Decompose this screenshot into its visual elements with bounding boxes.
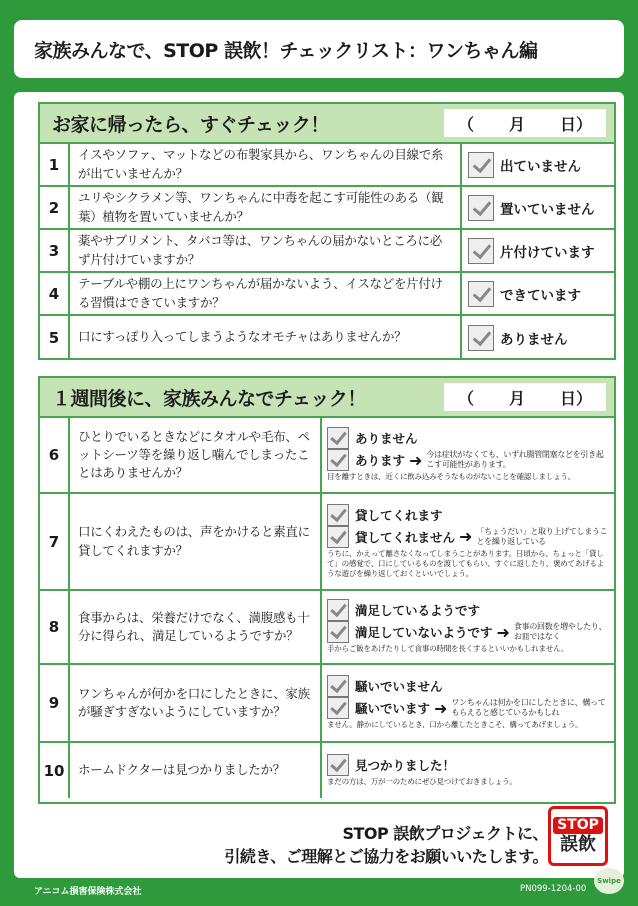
date-month: 月: [508, 388, 525, 408]
date-day: 日）: [559, 388, 592, 408]
answer-option[interactable]: [462, 187, 614, 228]
arrow-right-icon: ➜: [496, 622, 510, 642]
answer-label: 騒いでいません: [355, 679, 443, 695]
answer-label: ありません: [500, 331, 568, 348]
answer-label: ありません: [355, 431, 418, 447]
answer-option[interactable]: [462, 316, 614, 359]
checkbox-icon[interactable]: [327, 427, 349, 449]
row-number: 9: [40, 665, 70, 741]
row-number: 1: [40, 144, 70, 185]
side-note: ワンちゃんは何かを口にしたときに、構ってもらえると感じているかもしれ: [451, 698, 606, 718]
row-number: 2: [40, 187, 70, 228]
row-question: 口にすっぽり入ってしまうようなオモチャはありませんか？: [70, 316, 462, 359]
answer-group: [322, 418, 614, 492]
side-note: 「ちょうだい」と取り上げてしまうことを繰り返している: [476, 526, 608, 546]
answer-label: 貸してくれません: [355, 529, 456, 545]
check-row-4: [40, 273, 614, 316]
checkbox-icon[interactable]: [468, 281, 494, 307]
checkbox-icon[interactable]: [327, 754, 349, 776]
answer-label: 貸してくれます: [355, 507, 443, 523]
logo-main-text: 誤飲: [560, 833, 596, 855]
section-week-check: [38, 376, 616, 804]
row-question: 食事からは、栄養だけでなく、満腹感も十分に得られ、満足しているようですか？: [70, 591, 322, 663]
arrow-right-icon: ➜: [459, 527, 473, 547]
mascot-label: Swipe: [597, 877, 621, 885]
checkbox-icon[interactable]: [327, 599, 349, 621]
answer-option-no[interactable]: [327, 449, 609, 471]
company-name: アニコム損害保険株式会社: [34, 887, 142, 897]
mascot-icon: [594, 868, 624, 894]
answer-group: [322, 743, 614, 798]
arrow-right-icon: ➜: [409, 450, 423, 470]
checkbox-icon[interactable]: [327, 621, 349, 643]
answer-option-no[interactable]: [327, 697, 609, 719]
checkbox-icon[interactable]: [327, 526, 349, 548]
row-question: テーブルや棚の上にワンちゃんが届かないよう、イスなどを片付ける習慣はできていますか？: [70, 273, 462, 314]
row-question: 薬やサプリメント、タバコ等は、ワンちゃんの届かないところに必ず片付けていますか？: [70, 230, 462, 271]
section-home-check: [38, 102, 616, 360]
side-note: 食事の回数を増やしたり、お皿ではなく: [513, 622, 607, 642]
date-open: （: [458, 388, 475, 408]
answer-label: できています: [500, 287, 581, 304]
row-question: イスやソファ、マットなどの布製家具から、ワンちゃんの目線で糸が出ていませんか？: [70, 144, 462, 185]
row-number: 10: [40, 743, 70, 798]
advice-note: うちに、かえって離さなくなってしまうことがあります。日頃から、ちょっと「貸して」の感覚で、口にしているものを渡してもらい、すぐに返したり、褒めてあげるような遊びを繰り返しておくといいでしょう。: [327, 548, 605, 579]
date-field[interactable]: [444, 109, 606, 137]
section-header: [40, 104, 614, 144]
check-row-6: [40, 418, 614, 494]
page-title: 家族みんなで、STOP 誤飲！チェックリスト：ワンちゃん編: [14, 20, 624, 78]
section-title: お家に帰ったら、すぐチェック！: [52, 113, 329, 136]
answer-option[interactable]: [462, 144, 614, 185]
answer-label: 出ていません: [500, 158, 581, 175]
advice-note: 目を離すときは、近くに飲み込みそうなものがないことを確認しましょう。: [327, 472, 575, 482]
row-question: ひとりでいるときなどにタオルや毛布、ペットシーツ等を繰り返し噛んでしまったことはありませんか？: [70, 418, 322, 492]
section-title: １週間後に、家族みんなでチェック！: [52, 387, 366, 410]
checkbox-icon[interactable]: [327, 675, 349, 697]
checkbox-icon[interactable]: [327, 449, 349, 471]
checkbox-icon[interactable]: [468, 152, 494, 178]
checkbox-icon[interactable]: [327, 697, 349, 719]
section-header: [40, 378, 614, 418]
check-row-9: [40, 665, 614, 743]
answer-label: 騒いでいます: [355, 701, 431, 717]
checkbox-icon[interactable]: [468, 325, 494, 351]
advice-note: 手からご飯をあげたりして食事の時間を長くするといいかもしれません。: [327, 644, 569, 654]
closing-line-2: 引続き、ご理解とご協力をお願いいたします。: [224, 847, 548, 867]
check-row-3: [40, 230, 614, 273]
checklist-panel: [14, 92, 624, 878]
answer-group: [322, 591, 614, 663]
answer-option-yes[interactable]: [327, 675, 609, 697]
answer-option-no[interactable]: [327, 526, 609, 548]
answer-option[interactable]: [462, 230, 614, 271]
logo-stop-text: STOP: [553, 817, 603, 834]
row-number: 3: [40, 230, 70, 271]
answer-label: 満足しているようです: [355, 603, 481, 619]
date-month: 月: [508, 114, 525, 134]
row-question: 口にくわえたものは、声をかけると素直に貸してくれますか？: [70, 494, 322, 589]
answer-label: あります: [355, 453, 406, 469]
row-number: 6: [40, 418, 70, 492]
answer-group: [322, 494, 614, 589]
row-number: 7: [40, 494, 70, 589]
document-code: PN099-1204-00: [520, 884, 587, 894]
row-number: 5: [40, 316, 70, 359]
check-row-5: [40, 316, 614, 359]
answer-label: 見つかりました！: [355, 757, 456, 773]
row-question: ホームドクターは見つかりましたか？: [70, 743, 322, 798]
date-field[interactable]: [444, 383, 606, 411]
checkbox-icon[interactable]: [468, 195, 494, 221]
check-row-10: [40, 743, 614, 798]
stop-goin-logo: [548, 806, 608, 866]
advice-note: ません。静かにしているとき、口から離したときこそ、構ってあげましょう。: [327, 720, 583, 730]
row-question: ユリやシクラメン等、ワンちゃんに中毒を起こす可能性のある（観葉）植物を置いていませんか？: [70, 187, 462, 228]
closing-line-1: STOP 誤飲プロジェクトに、: [342, 824, 548, 843]
answer-option-yes[interactable]: [327, 754, 609, 776]
answer-group: [322, 665, 614, 741]
answer-option[interactable]: [462, 273, 614, 314]
checkbox-icon[interactable]: [327, 504, 349, 526]
answer-option-no[interactable]: [327, 621, 609, 643]
side-note: 今は症状がなくても、いずれ腸管閉塞などを引き起こす可能性があります。: [426, 450, 604, 470]
answer-label: 置いていません: [500, 201, 595, 218]
row-question: ワンちゃんが何かを口にしたときに、家族が騒ぎすぎないようにしていますか？: [70, 665, 322, 741]
check-row-1: [40, 144, 614, 187]
date-open: （: [458, 114, 475, 134]
closing-message: [224, 822, 548, 868]
check-row-2: [40, 187, 614, 230]
answer-option-yes[interactable]: [327, 599, 609, 621]
check-row-7: [40, 494, 614, 591]
arrow-right-icon: ➜: [434, 698, 448, 718]
answer-option-yes[interactable]: [327, 427, 609, 449]
date-day: 日）: [559, 114, 592, 134]
row-number: 4: [40, 273, 70, 314]
advice-note: まだの方は、万が一のためにぜひ見つけておきましょう。: [327, 776, 517, 786]
answer-label: 満足していないようです: [355, 625, 493, 641]
answer-label: 片付けています: [500, 244, 595, 261]
check-row-8: [40, 591, 614, 665]
checkbox-icon[interactable]: [468, 238, 494, 264]
answer-option-yes[interactable]: [327, 504, 609, 526]
row-number: 8: [40, 591, 70, 663]
